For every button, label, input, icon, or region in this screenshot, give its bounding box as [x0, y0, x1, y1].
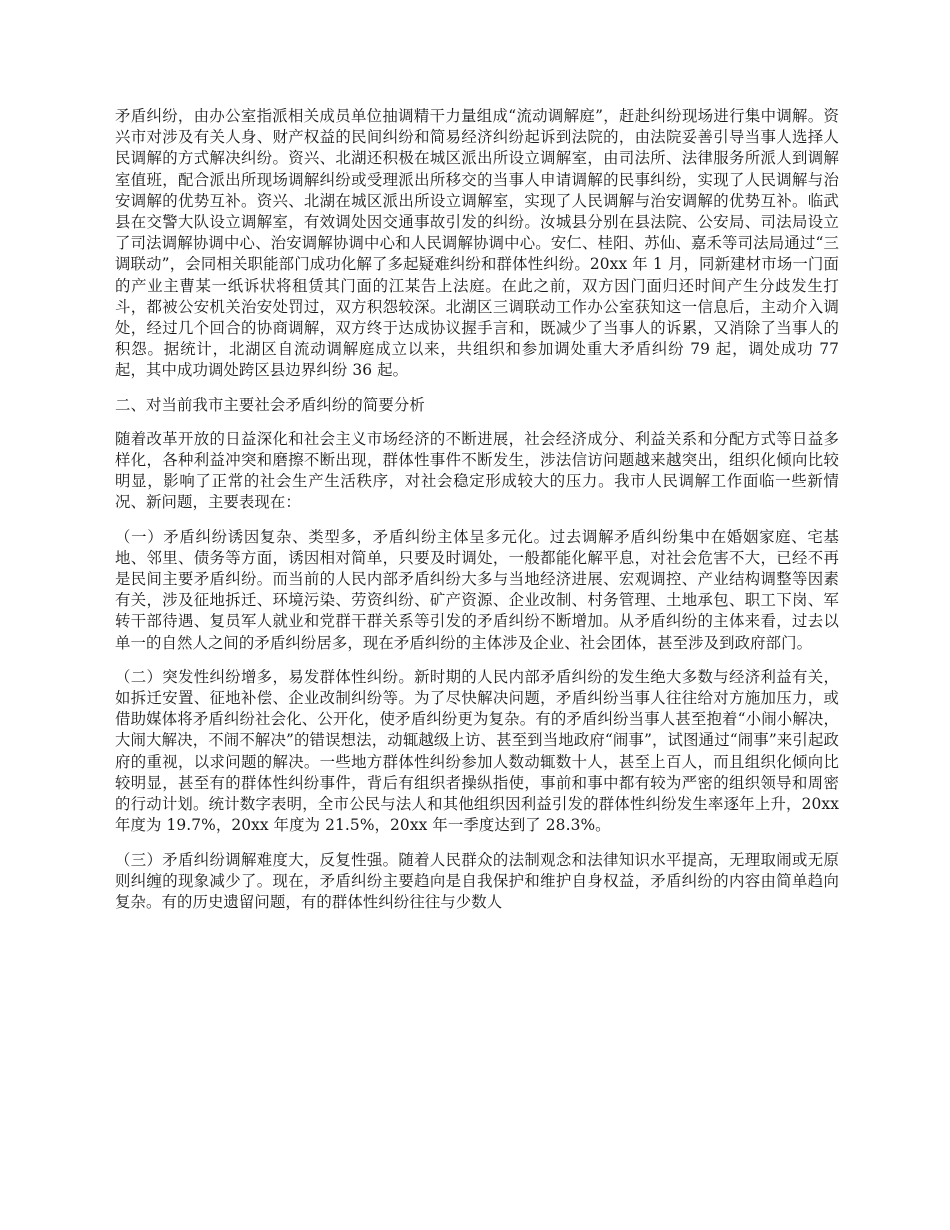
paragraph-point-three: （三）矛盾纠纷调解难度大，反复性强。随着人民群众的法制观念和法律知识水平提高，无理取闹或无原则纠缠的现象减少了。现在，矛盾纠纷主要趋向是自我保护和维护自身权益，矛盾纠纷的内容由简单趋向复杂。有的历史遗留问题，有的群体性纠纷往往与少数人 [115, 850, 839, 911]
document-body [115, 106, 839, 926]
section-heading-analysis: 二、对当前我市主要社会矛盾纠纷的简要分析 [115, 395, 425, 414]
paragraph-point-two: （二）突发性纠纷增多，易发群体性纠纷。新时期的人民内部矛盾纠纷的发生绝大多数与经济利益有关，如拆迁安置、征地补偿、企业改制纠纷等。为了尽快解决问题，矛盾纠纷当事人往往给对方施加压力，或借助媒体将矛盾纠纷社会化、公开化，使矛盾纠纷更为复杂。有的矛盾纠纷当事人甚至抱着“小闹小解决，大闹大解决，不闹不解决”的错误想法，动辄越级上访、甚至到当地政府“闹事”，试图通过“闹事”来引起政府的重视，以求问题的解决。一些地方群体性纠纷参加人数动辄数十人，甚至上百人，而且组织化倾向比较明显，甚至有的群体性纠纷事件，背后有组织者操纵指使，事前和事中都有较为严密的组织领导和周密的行动计划。统计数字表明，全市公民与法人和其他组织因利益引发的群体性纠纷发生率逐年上升，20xx 年度为 19.7%，20xx 年度为 21.5%，20xx 年一季度达到了 28.3%。 [115, 667, 839, 835]
paragraph-point-one: （一）矛盾纠纷诱因复杂、类型多，矛盾纠纷主体呈多元化。过去调解矛盾纠纷集中在婚姻家庭、宅基地、邻里、债务等方面，诱因相对简单，只要及时调处，一般都能化解平息，对社会危害不大，已经不再是民间主要矛盾纠纷。而当前的人民内部矛盾纠纷大多与当地经济进展、宏观调控、产业结构调整等因素有关，涉及征地拆迁、环境污染、劳资纠纷、矿产资源、企业改制、村务管理、土地承包、职工下岗、军转干部待遇、复员军人就业和党群干群关系等引发的矛盾纠纷不断增加。从矛盾纠纷的主体来看，过去以单一的自然人之间的矛盾纠纷居多，现在矛盾纠纷的主体涉及企业、社会团体，甚至涉及到政府部门。 [115, 527, 839, 652]
paragraph-mediation-practices: 矛盾纠纷，由办公室指派相关成员单位抽调精干力量组成“流动调解庭”，赶赴纠纷现场进行集中调解。资兴市对涉及有关人身、财产权益的民间纠纷和简易经济纠纷起诉到法院的，由法院妥善引导当事人选择人民调解的方式解决纠纷。资兴、北湖还积极在城区派出所设立调解室，由司法所、法律服务所派人到调解室值班，配合派出所现场调解纠纷或受理派出所移交的当事人申请调解的民事纠纷，实现了人民调解与治安调解的优势互补。资兴、北湖在城区派出所设立调解室，实现了人民调解与治安调解的优势互补。临武县在交警大队设立调解室，有效调处因交通事故引发的纠纷。汝城县分别在县法院、公安局、司法局设立了司法调解协调中心、治安调解协调中心和人民调解协调中心。安仁、桂阳、苏仙、嘉禾等司法局通过“三调联动”，会同相关职能部门成功化解了多起疑难纠纷和群体性纠纷。20xx 年 1 月，同新建材市场一门面的产业主曹某一纸诉状将租赁其门面的江某告上法庭。在此之前，双方因门面归还时间产生分歧发生打斗，都被公安机关治安处罚过，双方积怨较深。北湖区三调联动工作办公室获知这一信息后，主动介入调处，经过几个回合的协商调解，双方终于达成协议握手言和，既减少了当事人的诉累，又消除了当事人的积怨。据统计，北湖区自流动调解庭成立以来，共组织和参加调处重大矛盾纠纷 79 起，调处成功 77 起，其中成功调处跨区县边界纠纷 36 起。 [115, 107, 839, 380]
paragraph-overview: 随着改革开放的日益深化和社会主义市场经济的不断进展，社会经济成分、利益关系和分配方式等日益多样化，各种利益冲突和磨擦不断出现，群体性事件不断发生，涉法信访问题越来越突出，组织化倾向比较明显，影响了正常的社会生产生活秩序，对社会稳定形成较大的压力。我市人民调解工作面临一些新情况、新问题，主要表现在： [115, 429, 839, 512]
